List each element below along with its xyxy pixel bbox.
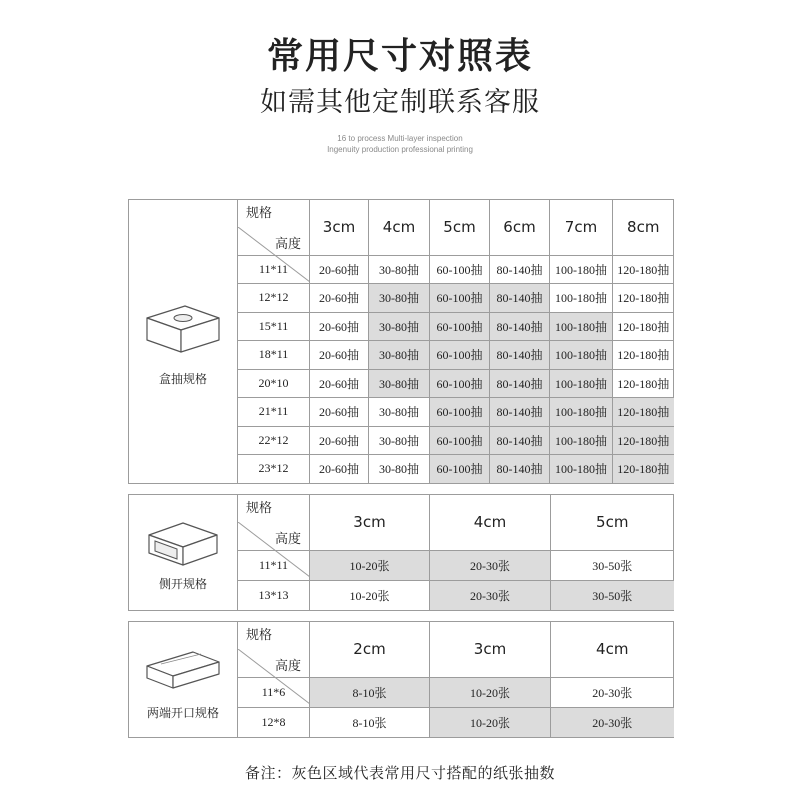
height-label: 高度 [274,659,301,675]
count-cell: 20-60抽 [310,283,369,312]
count-cell-shaded: 80-140抽 [490,397,550,426]
footnote: 备注：灰色区域代表常用尺寸搭配的纸张抽数 [244,764,555,782]
height-header: 5cm [430,200,490,255]
count-cell: 100-180抽 [550,283,613,312]
table-row [238,312,674,340]
table-row [238,283,674,312]
table-header-row [238,622,674,677]
spec-cell: 21*11 [238,397,310,426]
side-open-table [237,495,674,610]
count-cell-shaded: 30-80抽 [369,340,430,369]
count-cell: 100-180抽 [550,255,613,283]
count-cell: 30-80抽 [369,397,430,426]
page-title: 常用尺寸对照表 [266,36,533,77]
count-cell-shaded: 80-140抽 [490,426,550,454]
count-cell-shaded: 100-180抽 [550,426,613,454]
spec-cell: 22*12 [238,426,310,454]
height-header: 6cm [490,200,550,255]
table-header-row [238,495,674,550]
box-tissue-label: 盒抽规格 [158,372,207,386]
box-tissue-table [237,200,674,483]
count-cell: 8-10张 [310,707,430,737]
height-header: 2cm [310,622,430,677]
table-header-row [238,200,674,255]
height-header: 4cm [369,200,430,255]
count-cell-shaded: 60-100抽 [430,426,490,454]
table-row [238,707,674,737]
side-open-label: 侧开规格 [158,577,207,591]
spec-cell: 11*11 [238,550,310,580]
side-open-section [128,494,674,611]
count-cell: 20-30张 [551,677,674,707]
table-row [238,369,674,397]
count-cell-shaded: 100-180抽 [550,397,613,426]
end-open-box-icon [141,644,225,694]
count-cell-shaded: 60-100抽 [430,397,490,426]
count-cell-shaded: 10-20张 [430,677,551,707]
spec-cell: 11*6 [238,677,310,707]
end-open-label: 两端开口规格 [146,706,219,720]
page-subtitle: 如需其他定制联系客服 [260,87,540,118]
height-label: 高度 [274,532,301,548]
count-cell-shaded: 80-140抽 [490,283,550,312]
box-tissue-side-panel [129,200,238,483]
count-cell: 20-60抽 [310,255,369,283]
count-cell-shaded: 20-30张 [430,550,551,580]
english-tagline-2: Ingenuity production professional printing [327,145,473,154]
count-cell: 20-60抽 [310,312,369,340]
count-cell: 120-180抽 [613,312,674,340]
height-header: 3cm [310,200,369,255]
count-cell-shaded: 60-100抽 [430,454,490,483]
side-open-side-panel [129,495,238,610]
table-row [238,454,674,483]
height-header: 7cm [550,200,613,255]
spec-label: 规格 [246,206,273,222]
corner-cell [238,495,310,550]
count-cell: 30-80抽 [369,426,430,454]
count-cell: 120-180抽 [613,255,674,283]
height-header: 5cm [551,495,674,550]
end-open-section [128,621,674,738]
count-cell-shaded: 120-180抽 [613,454,674,483]
side-open-box-icon [143,513,223,569]
box-tissue-icon [141,298,225,358]
count-cell: 30-80抽 [369,454,430,483]
count-cell-shaded: 80-140抽 [490,369,550,397]
count-cell-shaded: 30-80抽 [369,283,430,312]
count-cell-shaded: 80-140抽 [490,340,550,369]
count-cell: 20-60抽 [310,426,369,454]
count-cell: 120-180抽 [613,340,674,369]
count-cell-shaded: 20-30张 [551,707,674,737]
english-tagline-1: 16 to process Multi-layer inspection [337,134,463,143]
end-open-table [237,622,674,737]
height-label: 高度 [274,237,301,253]
count-cell-shaded: 80-140抽 [490,454,550,483]
box-tissue-section [128,199,674,484]
count-cell: 30-80抽 [369,255,430,283]
count-cell: 20-60抽 [310,397,369,426]
count-cell-shaded: 100-180抽 [550,369,613,397]
spec-label: 规格 [246,501,273,517]
count-cell-shaded: 8-10张 [310,677,430,707]
height-header: 4cm [430,495,551,550]
corner-cell [238,622,310,677]
spec-cell: 12*8 [238,707,310,737]
height-header: 4cm [551,622,674,677]
spec-cell: 18*11 [238,340,310,369]
count-cell-shaded: 30-80抽 [369,369,430,397]
count-cell-shaded: 20-30张 [430,580,551,610]
count-cell-shaded: 80-140抽 [490,312,550,340]
count-cell: 120-180抽 [613,369,674,397]
table-row [238,340,674,369]
end-open-side-panel [129,622,238,737]
count-cell-shaded: 60-100抽 [430,369,490,397]
height-header: 3cm [430,622,551,677]
spec-label: 规格 [246,628,273,644]
count-cell-shaded: 100-180抽 [550,340,613,369]
count-cell: 60-100抽 [430,255,490,283]
spec-cell: 20*10 [238,369,310,397]
count-cell: 80-140抽 [490,255,550,283]
spec-cell: 11*11 [238,255,310,283]
height-header: 8cm [613,200,674,255]
height-header: 3cm [310,495,430,550]
count-cell-shaded: 10-20张 [430,707,551,737]
table-row [238,397,674,426]
spec-cell: 23*12 [238,454,310,483]
count-cell: 10-20张 [310,580,430,610]
count-cell-shaded: 100-180抽 [550,454,613,483]
corner-cell [238,200,310,255]
count-cell-shaded: 60-100抽 [430,283,490,312]
count-cell-shaded: 120-180抽 [613,397,674,426]
spec-cell: 12*12 [238,283,310,312]
count-cell-shaded: 30-50张 [551,580,674,610]
spec-cell: 13*13 [238,580,310,610]
table-row [238,580,674,610]
count-cell: 30-50张 [551,550,674,580]
count-cell: 20-60抽 [310,454,369,483]
count-cell-shaded: 100-180抽 [550,312,613,340]
count-cell: 120-180抽 [613,283,674,312]
spec-cell: 15*11 [238,312,310,340]
table-row [238,426,674,454]
count-cell-shaded: 60-100抽 [430,312,490,340]
count-cell-shaded: 60-100抽 [430,340,490,369]
count-cell-shaded: 120-180抽 [613,426,674,454]
count-cell-shaded: 10-20张 [310,550,430,580]
count-cell: 20-60抽 [310,340,369,369]
count-cell-shaded: 30-80抽 [369,312,430,340]
count-cell: 20-60抽 [310,369,369,397]
